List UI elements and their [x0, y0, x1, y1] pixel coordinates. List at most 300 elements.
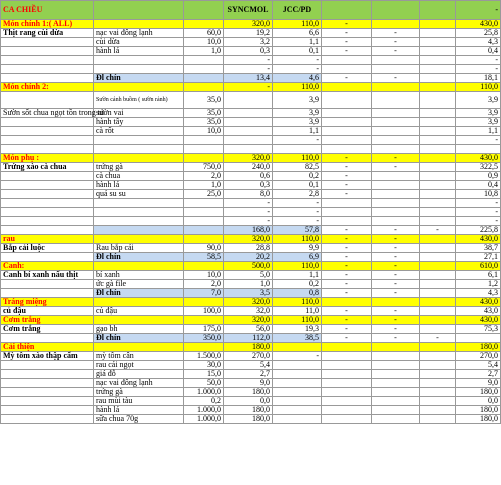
cell[interactable]: -: [372, 38, 420, 47]
cell[interactable]: [322, 208, 372, 217]
cell[interactable]: [94, 208, 184, 217]
cell[interactable]: [372, 388, 420, 397]
cell[interactable]: -: [322, 172, 372, 181]
cell[interactable]: -: [224, 217, 273, 226]
cell[interactable]: [372, 56, 420, 65]
cell[interactable]: -: [322, 226, 372, 235]
cell[interactable]: 58,5: [184, 253, 224, 262]
cell[interactable]: 2,7: [456, 370, 501, 379]
cell[interactable]: [420, 65, 456, 74]
cell[interactable]: 35,0: [184, 92, 224, 109]
cell[interactable]: 0,3: [224, 47, 273, 56]
cell[interactable]: Cơm trắng: [1, 325, 94, 334]
cell[interactable]: Cơm trắng: [1, 316, 94, 325]
cell[interactable]: Cải thiện: [1, 343, 94, 352]
cell[interactable]: 50,0: [184, 379, 224, 388]
header-cell[interactable]: SYNCMOL: [224, 1, 273, 20]
cell[interactable]: [420, 244, 456, 253]
cell[interactable]: [273, 388, 322, 397]
cell[interactable]: giá đỗ: [94, 370, 184, 379]
cell[interactable]: Sườn cánh buồm ( sườn rảnh): [94, 92, 184, 109]
cell[interactable]: 0,0: [224, 397, 273, 406]
cell[interactable]: Bắp cải luộc: [1, 244, 94, 253]
cell[interactable]: rau cải ngọt: [94, 361, 184, 370]
cell[interactable]: nạc vai đông lạnh: [94, 29, 184, 38]
cell[interactable]: 430,0: [456, 20, 501, 29]
cell[interactable]: [322, 343, 372, 352]
cell[interactable]: [1, 127, 94, 136]
cell[interactable]: 1,2: [456, 280, 501, 289]
cell[interactable]: [94, 83, 184, 92]
cell[interactable]: 430,0: [456, 235, 501, 244]
cell[interactable]: [420, 163, 456, 172]
cell[interactable]: 25,8: [456, 29, 501, 38]
cell[interactable]: 19,3: [273, 325, 322, 334]
cell[interactable]: 1,1: [273, 271, 322, 280]
cell[interactable]: [420, 235, 456, 244]
cell[interactable]: [322, 352, 372, 361]
cell[interactable]: Rau bắp cải: [94, 244, 184, 253]
cell[interactable]: 10,0: [184, 271, 224, 280]
cell[interactable]: 1.000,0: [184, 406, 224, 415]
cell[interactable]: [322, 136, 372, 145]
cell[interactable]: [322, 199, 372, 208]
cell[interactable]: [420, 154, 456, 163]
cell[interactable]: 322,5: [456, 163, 501, 172]
header-cell[interactable]: [420, 1, 456, 20]
cell[interactable]: 56,0: [224, 325, 273, 334]
cell[interactable]: [184, 136, 224, 145]
cell[interactable]: 57,8: [273, 226, 322, 235]
cell[interactable]: [372, 406, 420, 415]
cell[interactable]: Đl chín: [94, 253, 184, 262]
cell[interactable]: -: [322, 163, 372, 172]
cell[interactable]: -: [322, 289, 372, 298]
cell[interactable]: [420, 47, 456, 56]
cell[interactable]: [420, 253, 456, 262]
cell[interactable]: Canh:: [1, 262, 94, 271]
cell[interactable]: 610,0: [456, 262, 501, 271]
cell[interactable]: 7,0: [184, 289, 224, 298]
cell[interactable]: -: [322, 244, 372, 253]
cell[interactable]: [420, 145, 456, 154]
cell[interactable]: [372, 361, 420, 370]
cell[interactable]: [273, 397, 322, 406]
cell[interactable]: 2,0: [184, 280, 224, 289]
cell[interactable]: [420, 181, 456, 190]
cell[interactable]: [420, 118, 456, 127]
cell[interactable]: Món chính 1:( ALL): [1, 20, 94, 29]
cell[interactable]: 5,4: [456, 361, 501, 370]
cell[interactable]: [1, 280, 94, 289]
cell[interactable]: [372, 172, 420, 181]
cell[interactable]: [273, 370, 322, 379]
cell[interactable]: [372, 397, 420, 406]
cell[interactable]: 6,1: [456, 271, 501, 280]
cell[interactable]: [420, 199, 456, 208]
cell[interactable]: -: [322, 20, 372, 29]
cell[interactable]: 110,0: [273, 20, 322, 29]
cell[interactable]: [420, 388, 456, 397]
cell[interactable]: -: [224, 83, 273, 92]
cell[interactable]: -: [322, 29, 372, 38]
cell[interactable]: [420, 298, 456, 307]
cell[interactable]: sữa chua 70g: [94, 415, 184, 424]
cell[interactable]: 225,8: [456, 226, 501, 235]
cell[interactable]: [322, 118, 372, 127]
cell[interactable]: -: [372, 235, 420, 244]
cell[interactable]: [1, 370, 94, 379]
cell[interactable]: Đl chín: [94, 74, 184, 83]
cell[interactable]: 1,0: [184, 47, 224, 56]
cell[interactable]: [420, 38, 456, 47]
cell[interactable]: 10,8: [456, 190, 501, 199]
cell[interactable]: [322, 83, 372, 92]
cell[interactable]: [372, 379, 420, 388]
cell[interactable]: [1, 47, 94, 56]
cell[interactable]: hành lá: [94, 47, 184, 56]
cell[interactable]: -: [456, 208, 501, 217]
cell[interactable]: Món chính 2:: [1, 83, 94, 92]
cell[interactable]: [420, 127, 456, 136]
header-cell[interactable]: JCC/PD: [273, 1, 322, 20]
cell[interactable]: Sườn sốt chua ngọt tồn trong tủ: [1, 109, 94, 118]
cell[interactable]: -: [224, 56, 273, 65]
cell[interactable]: [372, 109, 420, 118]
cell[interactable]: [420, 406, 456, 415]
cell[interactable]: 20,2: [224, 253, 273, 262]
cell[interactable]: 0,0: [456, 397, 501, 406]
cell[interactable]: -: [322, 262, 372, 271]
cell[interactable]: -: [273, 199, 322, 208]
cell[interactable]: -: [322, 181, 372, 190]
cell[interactable]: Đl chín: [94, 289, 184, 298]
cell[interactable]: -: [372, 262, 420, 271]
cell[interactable]: [420, 29, 456, 38]
header-cell[interactable]: [184, 1, 224, 20]
cell[interactable]: [184, 199, 224, 208]
cell[interactable]: [420, 20, 456, 29]
cell[interactable]: bí xanh: [94, 271, 184, 280]
cell[interactable]: [420, 343, 456, 352]
cell[interactable]: [372, 208, 420, 217]
cell[interactable]: [372, 136, 420, 145]
cell[interactable]: [322, 379, 372, 388]
cell[interactable]: [372, 83, 420, 92]
cell[interactable]: [224, 92, 273, 109]
cell[interactable]: 11,0: [273, 307, 322, 316]
cell[interactable]: [1, 199, 94, 208]
cell[interactable]: trứng gà: [94, 163, 184, 172]
cell[interactable]: [184, 217, 224, 226]
cell[interactable]: -: [322, 47, 372, 56]
cell[interactable]: 270,0: [224, 352, 273, 361]
cell[interactable]: 430,0: [456, 298, 501, 307]
cell[interactable]: [420, 289, 456, 298]
cell[interactable]: 60,0: [184, 29, 224, 38]
cell[interactable]: 75,3: [456, 325, 501, 334]
cell[interactable]: [322, 92, 372, 109]
cell[interactable]: [322, 109, 372, 118]
cell[interactable]: 0,9: [456, 172, 501, 181]
cell[interactable]: 110,0: [273, 154, 322, 163]
cell[interactable]: -: [372, 47, 420, 56]
cell[interactable]: [372, 352, 420, 361]
cell[interactable]: quả su su: [94, 190, 184, 199]
cell[interactable]: -: [372, 280, 420, 289]
cell[interactable]: -: [420, 226, 456, 235]
cell[interactable]: 175,0: [184, 325, 224, 334]
cell[interactable]: [372, 118, 420, 127]
cell[interactable]: -: [456, 217, 501, 226]
cell[interactable]: [1, 217, 94, 226]
cell[interactable]: 0,1: [273, 47, 322, 56]
cell[interactable]: -: [372, 163, 420, 172]
cell[interactable]: [420, 379, 456, 388]
cell[interactable]: [420, 397, 456, 406]
cell[interactable]: 5,4: [224, 361, 273, 370]
cell[interactable]: 750,0: [184, 163, 224, 172]
cell[interactable]: [1, 415, 94, 424]
cell[interactable]: [322, 127, 372, 136]
cell[interactable]: -: [273, 56, 322, 65]
cell[interactable]: -: [273, 65, 322, 74]
cell[interactable]: [273, 415, 322, 424]
cell[interactable]: 320,0: [224, 20, 273, 29]
cell[interactable]: 3,9: [456, 118, 501, 127]
cell[interactable]: [420, 109, 456, 118]
cell[interactable]: ức gà file: [94, 280, 184, 289]
cell[interactable]: Món phụ :: [1, 154, 94, 163]
cell[interactable]: [94, 56, 184, 65]
cell[interactable]: [1, 397, 94, 406]
cell[interactable]: -: [322, 74, 372, 83]
cell[interactable]: -: [224, 65, 273, 74]
cell[interactable]: hành lá: [94, 181, 184, 190]
cell[interactable]: [420, 361, 456, 370]
cell[interactable]: -: [372, 334, 420, 343]
header-cell[interactable]: [322, 1, 372, 20]
cell[interactable]: -: [372, 154, 420, 163]
cell[interactable]: Đl chín: [94, 334, 184, 343]
cell[interactable]: [420, 74, 456, 83]
cell[interactable]: [420, 370, 456, 379]
cell[interactable]: 110,0: [273, 262, 322, 271]
cell[interactable]: [322, 406, 372, 415]
cell[interactable]: -: [372, 253, 420, 262]
cell[interactable]: rau mùi tàu: [94, 397, 184, 406]
cell[interactable]: [94, 226, 184, 235]
cell[interactable]: rau: [1, 235, 94, 244]
cell[interactable]: [372, 415, 420, 424]
cell[interactable]: 110,0: [273, 316, 322, 325]
cell[interactable]: 3,9: [273, 109, 322, 118]
cell[interactable]: [184, 65, 224, 74]
cell[interactable]: 110,0: [273, 298, 322, 307]
cell[interactable]: -: [273, 208, 322, 217]
header-cell[interactable]: CA CHIỀU: [1, 1, 94, 20]
cell[interactable]: Mỳ tôm xào thập cẩm: [1, 352, 94, 361]
cell[interactable]: [1, 361, 94, 370]
cell[interactable]: 320,0: [224, 154, 273, 163]
cell[interactable]: [94, 217, 184, 226]
cell[interactable]: [322, 415, 372, 424]
cell[interactable]: 180,0: [224, 343, 273, 352]
cell[interactable]: 10,0: [184, 38, 224, 47]
cell[interactable]: [1, 118, 94, 127]
cell[interactable]: [322, 361, 372, 370]
cell[interactable]: [372, 190, 420, 199]
cell[interactable]: [372, 370, 420, 379]
cell[interactable]: -: [224, 208, 273, 217]
cell[interactable]: [184, 145, 224, 154]
cell[interactable]: [184, 74, 224, 83]
cell[interactable]: [420, 307, 456, 316]
cell[interactable]: Trứng xào cà chua: [1, 163, 94, 172]
cell[interactable]: [322, 388, 372, 397]
cell[interactable]: Tráng miệng: [1, 298, 94, 307]
cell[interactable]: 1,1: [273, 38, 322, 47]
cell[interactable]: củ đậu: [1, 307, 94, 316]
cell[interactable]: -: [372, 271, 420, 280]
cell[interactable]: 0,1: [273, 181, 322, 190]
cell[interactable]: -: [372, 226, 420, 235]
cell[interactable]: 3,9: [456, 109, 501, 118]
cell[interactable]: 270,0: [456, 352, 501, 361]
cell[interactable]: 180,0: [224, 415, 273, 424]
cell[interactable]: 1,1: [273, 127, 322, 136]
cell[interactable]: [420, 136, 456, 145]
cell[interactable]: 320,0: [224, 235, 273, 244]
cell[interactable]: 180,0: [456, 343, 501, 352]
cell[interactable]: 3,9: [456, 92, 501, 109]
cell[interactable]: [1, 190, 94, 199]
cell[interactable]: [94, 136, 184, 145]
cell[interactable]: [1, 136, 94, 145]
cell[interactable]: [224, 118, 273, 127]
cell[interactable]: -: [456, 136, 501, 145]
cell[interactable]: 9,9: [273, 244, 322, 253]
cell[interactable]: 9,0: [456, 379, 501, 388]
cell[interactable]: 0,2: [273, 280, 322, 289]
cell[interactable]: 240,0: [224, 163, 273, 172]
cell[interactable]: -: [372, 244, 420, 253]
cell[interactable]: -: [372, 29, 420, 38]
cell[interactable]: [94, 145, 184, 154]
cell[interactable]: cùi dừa: [94, 38, 184, 47]
cell[interactable]: cà rốt: [94, 127, 184, 136]
cell[interactable]: gạo bh: [94, 325, 184, 334]
cell[interactable]: [420, 316, 456, 325]
cell[interactable]: [372, 127, 420, 136]
cell[interactable]: -: [322, 316, 372, 325]
cell[interactable]: [273, 379, 322, 388]
cell[interactable]: [1, 406, 94, 415]
cell[interactable]: [372, 343, 420, 352]
cell[interactable]: [372, 92, 420, 109]
cell[interactable]: [372, 181, 420, 190]
cell[interactable]: [322, 56, 372, 65]
cell[interactable]: [224, 127, 273, 136]
cell[interactable]: 2,8: [273, 190, 322, 199]
cell[interactable]: 3,9: [273, 92, 322, 109]
cell[interactable]: 8,0: [224, 190, 273, 199]
cell[interactable]: 0,8: [273, 289, 322, 298]
header-cell[interactable]: [372, 1, 420, 20]
cell[interactable]: [1, 56, 94, 65]
cell[interactable]: [273, 406, 322, 415]
cell[interactable]: [1, 38, 94, 47]
cell[interactable]: 180,0: [456, 406, 501, 415]
cell[interactable]: 168,0: [224, 226, 273, 235]
cell[interactable]: 6,6: [273, 29, 322, 38]
cell[interactable]: [1, 388, 94, 397]
cell[interactable]: [1, 379, 94, 388]
cell[interactable]: 32,0: [224, 307, 273, 316]
cell[interactable]: -: [273, 136, 322, 145]
cell[interactable]: -: [372, 325, 420, 334]
cell[interactable]: 0,6: [224, 172, 273, 181]
cell[interactable]: 0,4: [456, 181, 501, 190]
cell[interactable]: [1, 208, 94, 217]
cell[interactable]: 1,1: [456, 127, 501, 136]
cell[interactable]: [420, 208, 456, 217]
cell[interactable]: 1,0: [184, 181, 224, 190]
cell[interactable]: [420, 92, 456, 109]
cell[interactable]: 4,3: [456, 38, 501, 47]
cell[interactable]: 3,9: [273, 118, 322, 127]
cell[interactable]: -: [322, 280, 372, 289]
cell[interactable]: 38,5: [273, 334, 322, 343]
cell[interactable]: [372, 199, 420, 208]
cell[interactable]: [1, 172, 94, 181]
cell[interactable]: [322, 370, 372, 379]
cell[interactable]: 25,0: [184, 190, 224, 199]
cell[interactable]: 0,4: [456, 47, 501, 56]
cell[interactable]: [94, 199, 184, 208]
cell[interactable]: 0,2: [273, 172, 322, 181]
cell[interactable]: 320,0: [224, 298, 273, 307]
cell[interactable]: củ đậu: [94, 307, 184, 316]
cell[interactable]: hành lá: [94, 406, 184, 415]
cell[interactable]: [420, 280, 456, 289]
cell[interactable]: 350,0: [184, 334, 224, 343]
cell[interactable]: 35,0: [184, 109, 224, 118]
cell[interactable]: 27,1: [456, 253, 501, 262]
cell[interactable]: [1, 92, 94, 109]
cell[interactable]: trứng gà: [94, 388, 184, 397]
cell[interactable]: 18,1: [456, 74, 501, 83]
cell[interactable]: [420, 190, 456, 199]
cell[interactable]: 9,0: [224, 379, 273, 388]
cell[interactable]: -: [456, 65, 501, 74]
cell[interactable]: 13,4: [224, 74, 273, 83]
cell[interactable]: [184, 208, 224, 217]
cell[interactable]: 38,7: [456, 244, 501, 253]
cell[interactable]: -: [322, 190, 372, 199]
cell[interactable]: 180,0: [224, 388, 273, 397]
cell[interactable]: [224, 109, 273, 118]
cell[interactable]: nạc vai đông lạnh: [94, 379, 184, 388]
cell[interactable]: -: [322, 334, 372, 343]
cell[interactable]: -: [372, 74, 420, 83]
cell[interactable]: 1,0: [224, 280, 273, 289]
cell[interactable]: 500,0: [224, 262, 273, 271]
cell[interactable]: 35,0: [184, 118, 224, 127]
cell[interactable]: -: [273, 352, 322, 361]
cell[interactable]: 10,0: [184, 127, 224, 136]
cell[interactable]: [420, 83, 456, 92]
